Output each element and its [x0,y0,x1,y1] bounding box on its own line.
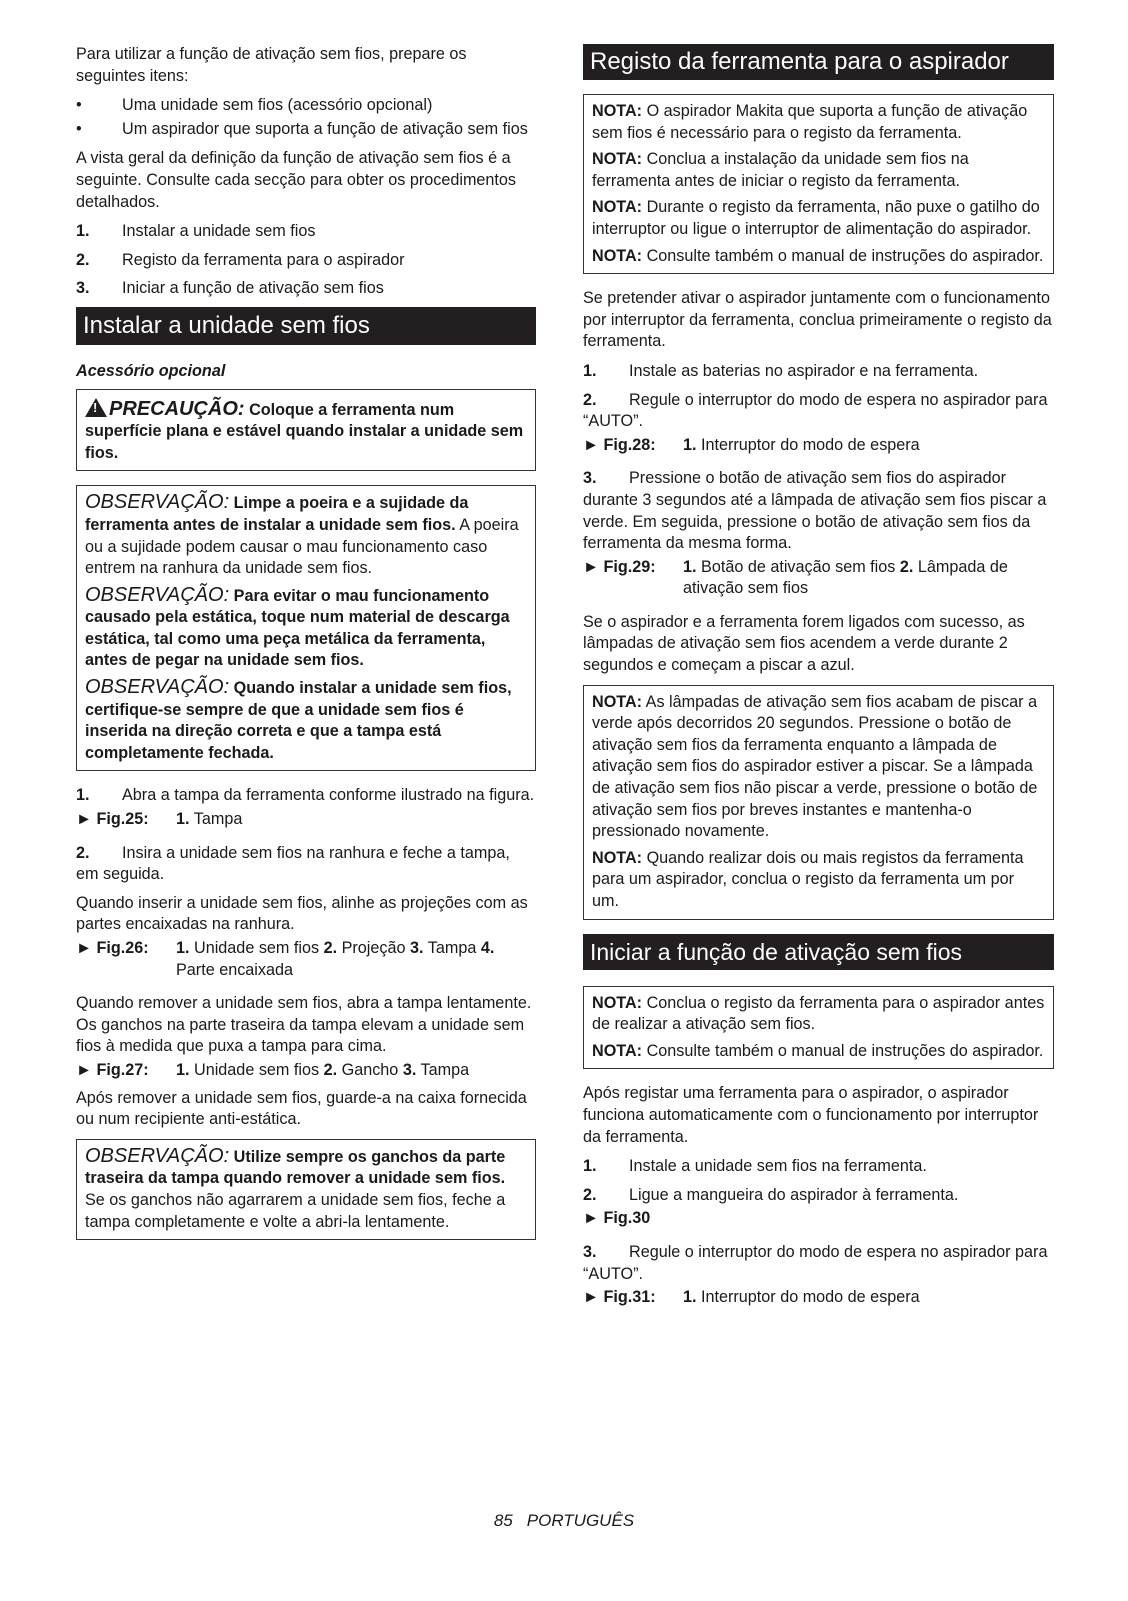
page-footer [0,1510,1128,1532]
list-item: 3. Iniciar a função de ativação sem fios [76,279,384,298]
observation-box: OBSERVAÇÃO: Limpe a poeira e a sujidade da ferramenta antes de instalar a unidade sem fios. A poeira ou a sujidade podem causar o mau funcionamento caso entrem na ranhura da unidade sem fios. OBSERVAÇÃO: Para evitar o mau funcionamento causado pela estática, toque num material de descarga estática, tal como uma peça metálica da ferramenta, antes de pegar na unidade sem fios. OBSERVAÇÃO: Quando instalar a unidade sem fios, certifique-se sempre de que a unidade sem fios é inserida na direção correta e que a tampa está completamente fechada. [76,485,536,771]
list-item: 2. Insira a unidade sem fios na ranhura e feche a tampa, em seguida. [76,843,510,884]
list-item: 2. Ligue a mangueira do aspirador à ferramenta. [583,1185,959,1204]
warning-icon [85,398,107,417]
remove-text: Quando remover a unidade sem fios, abra a tampa lentamente. Os ganchos na parte traseira da tampa elevam a unidade sem fios à medida que puxa a tampa para cima. [76,994,532,1056]
figure-reference: ► Fig.31: 1. Interruptor do modo de espera [583,1288,920,1307]
success-text: Se o aspirador e a ferramenta forem ligados com sucesso, as lâmpadas de ativação sem fios acendem a verde durante 2 segundos e começam a piscar a azul. [583,612,1025,675]
list-item: 1. Instalar a unidade sem fios [76,222,316,241]
observation-box: OBSERVAÇÃO: Utilize sempre os ganchos da parte traseira da tampa quando remover a unidade sem fios. Se os ganchos não agarrarem a unidade sem fios, feche a tampa completamente e volte a abri-la lentamente. [76,1139,536,1240]
figure-reference: ► Fig.25: 1. Tampa [76,810,243,829]
language-label: PORTUGUÊS [526,1511,635,1530]
list-item: 1. Instale a unidade sem fios na ferramenta. [583,1157,927,1176]
list-item: • Uma unidade sem fios (acessório opcional) [76,96,433,115]
note-box: NOTA: O aspirador Makita que suporta a função de ativação sem fios é necessário para o registo da ferramenta. NOTA: Conclua a instalação da unidade sem fios na ferramenta antes de iniciar o registo da ferramenta. NOTA: Durante o registo da ferramenta, não puxe o gatilho do interruptor ou ligue o interruptor de alimentação do aspirador. NOTA: Consulte também o manual de instruções do aspirador. [583,94,1054,274]
list-item: 3. Pressione o botão de ativação sem fios do aspirador durante 3 segundos até a lâmpada de ativação sem fios piscar a verde. Em seguida, pressione o botão de ativação sem fios da ferramenta da mesma forma. [583,469,1047,553]
start-intro: Após registar uma ferramenta para o aspirador, o aspirador funciona automaticamente com o funcionamento por interruptor da ferramenta. [583,1084,1039,1146]
after-text: Após remover a unidade sem fios, guarde-a na caixa fornecida ou num recipiente anti-estática. [76,1088,527,1129]
align-text: Quando inserir a unidade sem fios, alinhe as projeções com as partes encaixadas na ranhura. [76,893,528,934]
list-item: • Um aspirador que suporta a função de ativação sem fios [76,119,528,138]
list-item: 3. Regule o interruptor do modo de espera no aspirador para “AUTO”. [583,1242,1048,1283]
register-intro: Se pretender ativar o aspirador juntamente com o funcionamento por interruptor da ferramenta, conclua primeiramente o registo da ferramenta. [583,289,1052,351]
left-column [76,44,536,1254]
figure-reference: ► Fig.28: 1. Interruptor do modo de espera [583,435,920,454]
figure-reference: ► Fig.30 [583,1209,651,1228]
list-item: 1. Instale as baterias no aspirador e na ferramenta. [583,361,979,380]
list-item: 1. Abra a tampa da ferramenta conforme ilustrado na figura. [76,786,535,805]
caution-box: !PRECAUÇÃO: Coloque a ferramenta num superfície plana e estável quando instalar a unidade sem fios. [76,389,536,472]
note-box: NOTA: Conclua o registo da ferramenta para o aspirador antes de realizar a ativação sem fios. NOTA: Consulte também o manual de instruções do aspirador. [583,986,1054,1070]
note-box: NOTA: As lâmpadas de ativação sem fios acabam de piscar a verde após decorridos 20 segundos. Pressione o botão de ativação sem fios da ferramenta enquanto a lâmpada de ativação sem fios do aspirador estiver a piscar. Se a lâmpada de ativação sem fios não piscar a verde, pressione o botão de ativação sem fios por breves instantes e mantenha-o pressionado novamente. NOTA: Quando realizar dois ou mais registos da ferramenta para um aspirador, conclua o registo da ferramenta um por um. [583,685,1054,920]
figure-reference: ► Fig.27: 1. Unidade sem fios 2. Gancho 3. Tampa [76,1060,470,1079]
subheading: Acessório opcional [76,361,226,380]
section-heading-register: Registo da ferramenta para o aspirador [583,44,1054,80]
page-number: 85 [493,1511,513,1530]
overview-text: A vista geral da definição da função de ativação sem fios é a seguinte. Consulte cada secção para obter os procedimentos detalhados. [76,149,517,211]
figure-reference: ► Fig.29: 1. Botão de ativação sem fios 2. Lâmpada de ativação sem fios [583,557,1008,598]
figure-reference: ► Fig.26: 1. Unidade sem fios 2. Projeção 3. Tampa 4. Parte encaixada [76,939,495,979]
intro-text: Para utilizar a função de ativação sem fios, prepare os seguintes itens: [76,45,467,85]
section-heading-start: Iniciar a função de ativação sem fios [583,934,1054,970]
list-item: 2. Registo da ferramenta para o aspirador [76,250,405,269]
section-heading-install: Instalar a unidade sem fios [76,307,536,345]
list-item: 2. Regule o interruptor do modo de espera no aspirador para “AUTO”. [583,390,1048,431]
right-column [583,44,1054,1321]
